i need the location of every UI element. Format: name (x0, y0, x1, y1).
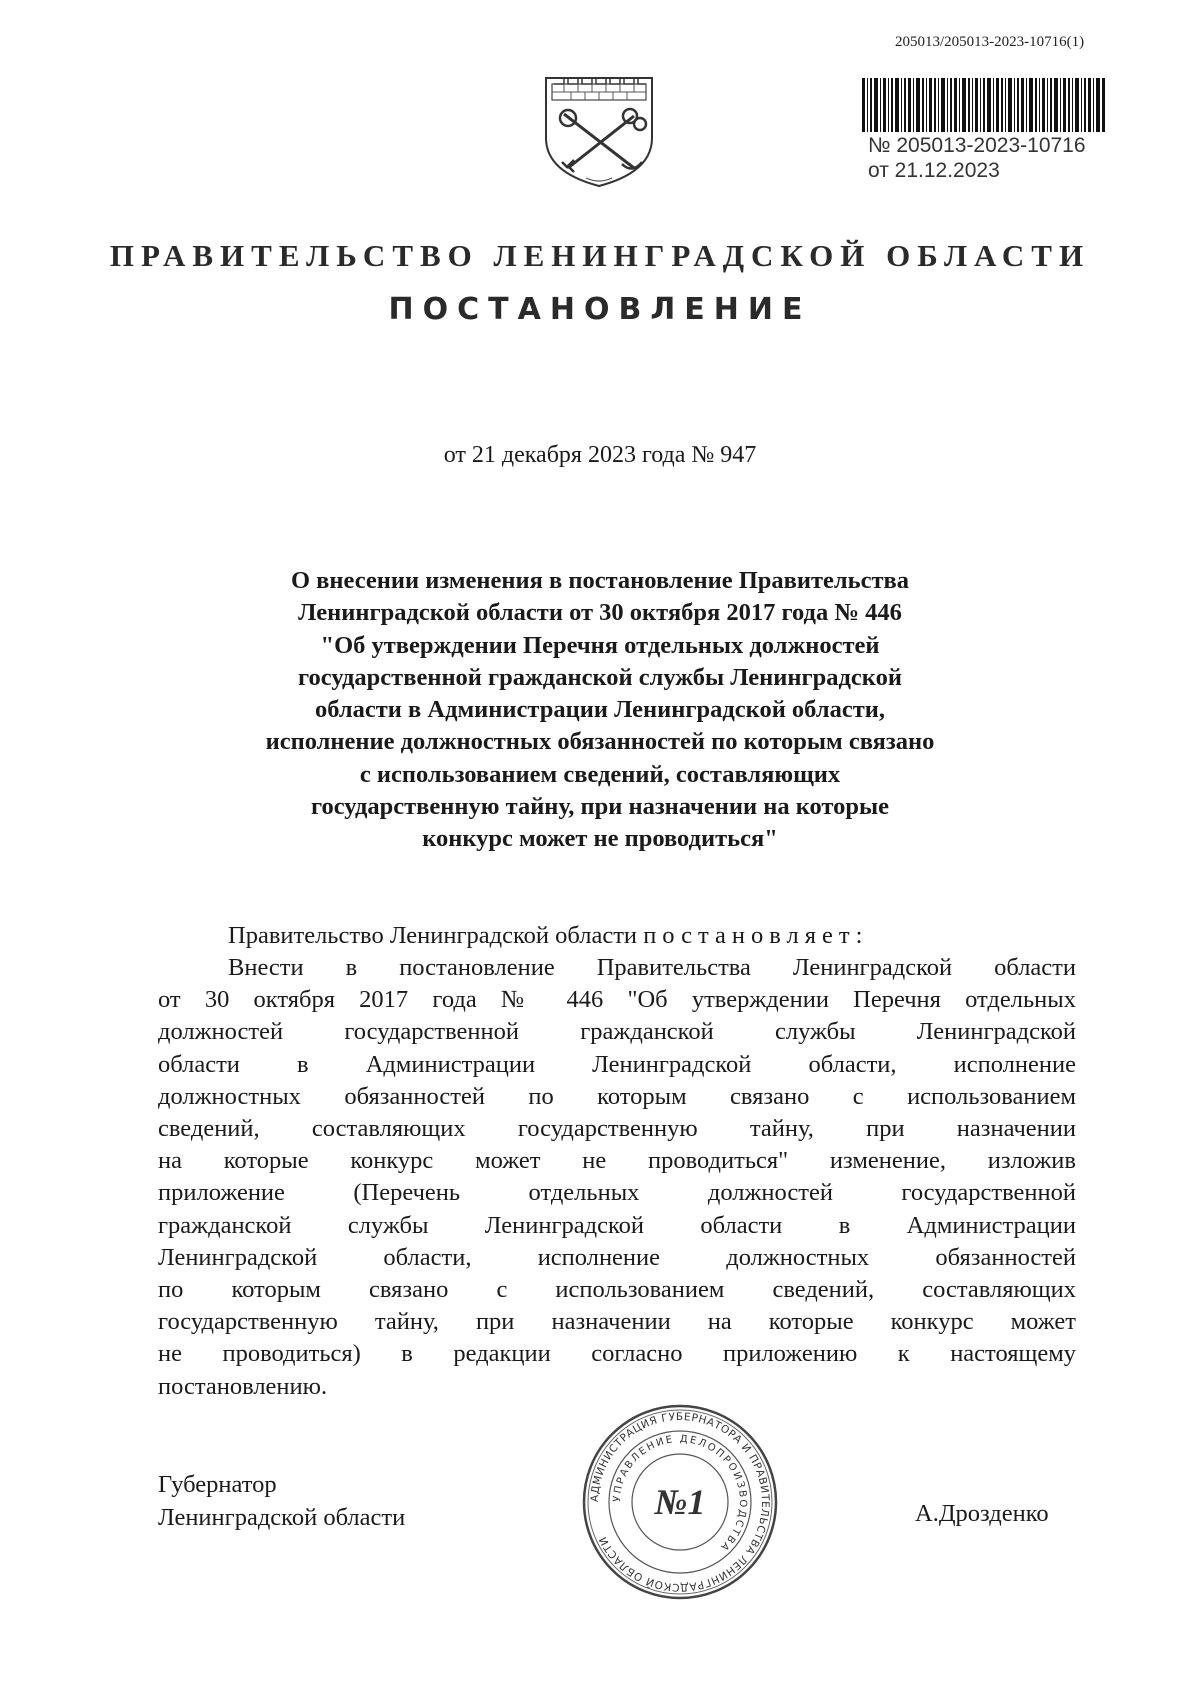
body-line: по которым связано с использованием сведений, составляющих (158, 1276, 1076, 1304)
document-kind: ПОСТАНОВЛЕНИЕ (388, 292, 812, 327)
signer-title (158, 1468, 405, 1534)
body-line: должностных обязанностей по которым связано с использованием (158, 1082, 1076, 1110)
registration-date: от 21.12.2023 (868, 159, 1000, 182)
body-line: приложение (Перечень отдельных должностей государственной (158, 1179, 1076, 1207)
body-line: от 30 октября 2017 года № 446 "Об утверждении Перечня отдельных (158, 986, 1076, 1014)
subject-line: О внесении изменения в постановление Правительства (291, 567, 909, 594)
body-line: сведений, составляющих государственную тайну, при назначении (158, 1115, 1076, 1143)
stamp-number: №1 (654, 1482, 706, 1522)
resolution-body (158, 952, 1076, 1403)
signer-title-line: Губернатор (158, 1471, 277, 1498)
document-subject (150, 565, 1050, 856)
stamp-outer-text: АДМИНИСТРАЦИЯ ГУБЕРНАТОРА И ПРАВИТЕЛЬСТВА ЛЕНИНГРАДСКОЙ ОБЛАСТИ (588, 1410, 772, 1594)
body-line: государственную тайну, при назначении на которые конкурс может (158, 1308, 1076, 1336)
signer-name: А.Дрозденко (915, 1500, 1049, 1527)
subject-line: конкурс может не проводиться" (422, 825, 778, 853)
document-reference: 205013/205013-2023-10716(1) (895, 34, 1085, 50)
signer-title-line: Ленинградской области (158, 1504, 406, 1531)
coat-of-arms-icon (534, 60, 664, 190)
registration-number: № 205013-2023-10716 (868, 134, 1086, 157)
subject-line: "Об утверждении Перечня отдельных должностей (320, 631, 880, 659)
body-line: области в Администрации Ленинградской области, исполнение (158, 1050, 1076, 1078)
body-line: на которые конкурс может не проводиться" изменение, изложив (158, 1147, 1076, 1175)
subject-line: с использованием сведений, составляющих (359, 760, 841, 788)
barcode (862, 78, 1106, 132)
body-line: должностей государственной гражданской службы Ленинградской (158, 1018, 1076, 1046)
body-line: не проводиться) в редакции согласно приложению к настоящему (158, 1340, 1076, 1368)
body-line: постановлению. (158, 1372, 328, 1400)
preamble-verb: постановляет: (643, 922, 869, 949)
subject-line: государственную тайну, при назначении на которые (310, 793, 890, 821)
subject-line: Ленинградской области от 30 октября 2017 года № 446 (298, 599, 902, 627)
stamp-inner-text: УПРАВЛЕНИЕ ДЕЛОПРОИЗВОДСТВА (611, 1433, 749, 1554)
preamble (228, 922, 868, 950)
preamble-subject: Правительство Ленинградской области (228, 922, 638, 949)
body-line: гражданской службы Ленинградской области в Администрации (158, 1211, 1076, 1239)
official-stamp (580, 1402, 780, 1602)
body-line: Внести в постановление Правительства Ленинградской области (228, 954, 1076, 981)
document-date: от 21 декабря 2023 года № 947 (443, 442, 757, 468)
body-line: Ленинградской области, исполнение должностных обязанностей (158, 1243, 1076, 1271)
subject-line: области в Администрации Ленинградской области, (315, 696, 885, 724)
subject-line: исполнение должностных обязанностей по которым связано (265, 728, 935, 756)
government-title: ПРАВИТЕЛЬСТВО ЛЕНИНГРАДСКОЙ ОБЛАСТИ (109, 238, 1091, 273)
subject-line: государственной гражданской службы Ленинградской (298, 663, 902, 691)
